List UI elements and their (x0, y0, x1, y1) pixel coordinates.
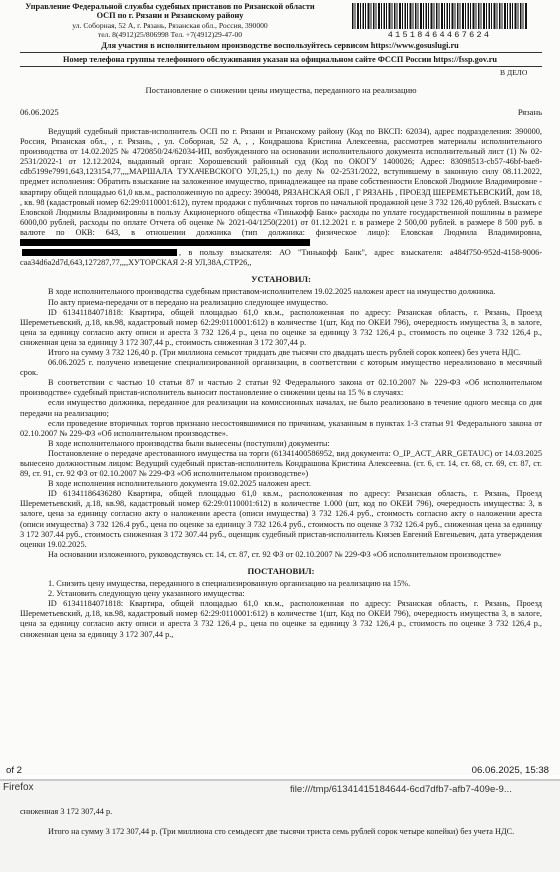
paragraph: если проведение вторичных торгов признано несостоявшимися по причинам, указанным в пунктах 1-3 статьи 91 Федерального закона от 02.10.2007 № 229-ФЗ «Об исполнительном производстве». (20, 418, 542, 438)
print-datetime: 06.06.2025, 15:38 (471, 765, 549, 776)
barcode (352, 3, 527, 29)
paragraph: Ведущий судебный пристав-исполнитель ОСП по г. Рязани и Рязанскому району (Код по ВКСП: 62034), адрес подразделения: 390000, Россия, Рязанская обл., , г. Рязань, , ул. Соборная, 52 А, , , Кондрашова Кристина Алексеевна, рассмотрев материалы исполнительного производства от 14.02.2025 № 4720850/24/62034-ИП, возбужденного на основании исполнительного документа исполнительный лист (1) № 02-2531/2022-1 от 12.12.2024, выданный орган: Хорошевский районный суд (Код по ОКОГУ 1400026; Адрес: 83098513-cb57-46bf-bae8-cdb5199e7991,643,123154,77,,,,МАРШАЛА ТУХАЧЕВСКОГО УЛ,25,1,) по делу № 02-2531/2022, вступившему в законную силу 08.11.2022, предмет исполнения: Обратить взыскание на заложенное имущество, принадлежащее на праве собственности Еловской Людмиле Владимировне - квартиру общей площадью 61,0 кв.м., расположенную по адресу: 390048, РЯЗАНСКАЯ ОБЛ , Г РЯЗАНЬ , ПРОЕЗД ШЕРЕМЕТЬЕВСКИЙ, дом 18, , кв. 98 (кадастровый номер 62:29:0110001:612), путем продажи с публичных торгов по начальной продажной цене 3 732 126,40 рублей. Взыскать с Еловской Людмилы Владимировны в пользу Акционерного общества «Тинькофф Банк» расходы по уплате государственной пошлины в размере 6000,00 рублей, расходы по оплате Отчета об оценке № 2021-04/1250(2201) от 01.12.2021 г. в размере 2 500,00 рублей. в размере 8 500 руб. в валюте по ОКВ: 643, в отношении должника (тип должника: физическое лицо): Еловская Людмила Владимировна, (20, 127, 542, 248)
paragraph: В ходе исполнительного производства судебным приставом-исполнителем 19.02.2025 наложен арест на имущество должника. (48, 287, 496, 297)
divider (20, 52, 542, 53)
redaction (22, 249, 177, 256)
print-footer (6, 765, 549, 776)
document-body (20, 127, 542, 640)
browser-name: Firefox (3, 782, 34, 793)
paragraph: сниженная 3 172 307,44 р. (20, 807, 113, 816)
date-city-row (20, 107, 542, 117)
paragraph: На основании изложенного, руководствуясь ст. 14, ст. 87, ст. 92 ФЗ от 02.10.2007 № 229-ФЗ «Об исполнительном производстве» (48, 549, 502, 559)
paragraph: В ходе исполнительного производства были вынесены (поступили) документы: (48, 438, 330, 448)
page-2 (0, 781, 560, 872)
decision-item: 2. Установить следующую цену указанного имущества: (48, 589, 245, 599)
document-title: Постановление о снижении цены имущества, переданного на реализацию (145, 85, 417, 95)
paragraph: Постановление о передаче арестованного имущества на торги (61341400586952, вид документа: O_IP_ACT_ARR_GETAUC) от 14.03.2025 вынесено должностным лицом: Ведущий судебный пристав-исполнитель Кондрашова Кристина Алексеевна. (ст. 6, ст. 14, ст. 68, ст. 69, ст. 87, ст. 89, ст. 91, ст. 92 ФЗ от 02.10.2007 № 229-ФЗ «Об исполнительном производстве») (20, 448, 542, 479)
document-city: Рязань (517, 107, 542, 117)
divider (20, 66, 542, 67)
document-date: 06.06.2025 (20, 107, 59, 117)
decision-item: 1. Снизить цену имущества, переданного в специализированную организацию на реализацию на 15%. (48, 579, 411, 589)
org-department: ОСП по г. Рязани и Рязанскому району (96, 11, 244, 21)
paragraph: 06.06.2025 г. получено извещение специализированной организации, в соответствии с которым имущество нереализовано в месячный срок. (20, 358, 542, 378)
paragraph: ID 61341184071818: Квартира, общей площадью 61,0 кв.м., расположенная по адресу: Рязанская область, г. Рязань, Проезд Шереметьевский, д.18, кв.98, кадастровый номер 62:29:0110001:612) в количестве 1(шт, Код по ОКЕИ 796), очередность имущества 3, в залоге, цена за единицу согласно акту описи и ареста 3 732 126,4 р., цена по оценке за единицу 3 732 126,4 р., стоимость по оценке 3 732 126,4 р., сниженная цена за единицу 3 172 307,44 р., стоимость сниженная 3 172 307,44 р. (20, 307, 542, 347)
org-phone: тел. 8(4912)25/806998 Тел. +7(4912)29-47-00 (97, 29, 243, 39)
file-url: file:///tmp/61341415184644-6cd7dfb7-afb7-409e-9... (290, 784, 512, 795)
v-delo-stamp: В ДЕЛО (500, 68, 528, 77)
paragraph: В соответствии с частью 10 статьи 87 и частью 2 статьи 92 Федерального закона от 02.10.2007 № 229-ФЗ «Об исполнительном производстве» судебный пристав-исполнитель выносит постановление о снижении цены на 15 % в случаях: (20, 378, 542, 398)
page-count: of 2 (6, 765, 23, 776)
gosuslugi-notice: Для участия в исполнительном производстве воспользуйтесь сервисом https://www.gosuslugi.ru (101, 41, 459, 50)
section-heading-postanovil: ПОСТАНОВИЛ: (247, 565, 315, 576)
decision-item: ID 61341184071818: Квартира, общей площадью 61,0 кв.м., расположенная по адресу: Рязанская область, г. Рязань, Проезд Шереметьевский, д.18, кв.98, кадастровый номер 62:29:0110001:612) в количестве 1(шт, Код по ОКЕИ 796), очередность имущества 3, в залоге, цена за единицу согласно акту описи и ареста 3 732 126,4 р., цена по оценке за единицу 3 732 126,4 р., стоимость по оценке 3 732 126,4 р., сниженная цена за единицу 3 172 307,44 р., (20, 599, 542, 639)
section-heading-ustanovil: УСТАНОВИЛ: (251, 274, 311, 285)
paragraph: , в пользу взыскателя: АО "Тинькофф Банк", адрес взыскателя: a484f750-952d-4158-9006-caa34d6a2d7d,643,127287,77,,,,ХУТОРСКАЯ 2-Я УЛ,38А,СТР26,, (20, 248, 543, 268)
paragraph: ID 61341186436280 Квартира, общей площадью 61,0 кв.м., расположенная по адресу: Рязанская область, г. Рязань, Проезд Шереметьевский, д.18, кв.98, кадастровый номер 62:29:0110001:612) в количестве 1.000 (шт, код по ОКЕИ 796), очередность имущества: 3, в залоге, цена за единицу согласно акту о наложении ареста (описи имущества) 3 732 126.4 руб., стоимость согласно акту о наложении ареста (описи имущества) 3 732 126.4 руб., цена по оценке за единицу 3 732 126.4 руб., стоимость по оценке 3 732 126.4 руб., сниженная цена за единицу 3 172 307.44 руб., стоимость сниженная 3 172 307.44 руб., оценщик судебный пристав-исполнитель Князев Евгений Евгеньевич, дата утверждения оценки 19.02.2025. (20, 489, 542, 549)
barcode-number: 41518464467624 (387, 30, 492, 40)
redaction (20, 239, 310, 246)
letterhead (20, 2, 320, 39)
paragraph: Итого на сумму 3 732 126,40 р. (Три миллиона семьсот тридцать две тысячи сто двадцать шесть рублей сорок копеек) без учета НДС. (48, 347, 521, 357)
paragraph: если имущество должника, переданное для реализации на комиссионных началах, не было реализовано в течение одного месяца со дня передачи на реализацию; (20, 398, 542, 418)
paragraph: По акту приема-передачи от в передано на реализацию следующее имущество. (48, 297, 329, 307)
fssp-phone-notice: Номер телефона группы телефонного обслуживания указан на официальном сайте ФССП России https://fssp.gov.ru (63, 55, 497, 64)
paragraph: В ходе исполнения исполнительного документа 19.02.2025 наложен арест. (48, 479, 311, 489)
org-name: Управление Федеральной службы судебных приставов по Рязанской области (25, 2, 315, 11)
org-address: ул. Соборная, 52 А, г. Рязань, Рязанская обл., Россия, 390000 (72, 20, 268, 30)
paragraph: Итого на сумму 3 172 307,44 р. (Три миллиона сто семьдесят две тысячи триста семь рублей сорок четыре копейки) без учета НДС. (48, 827, 515, 836)
